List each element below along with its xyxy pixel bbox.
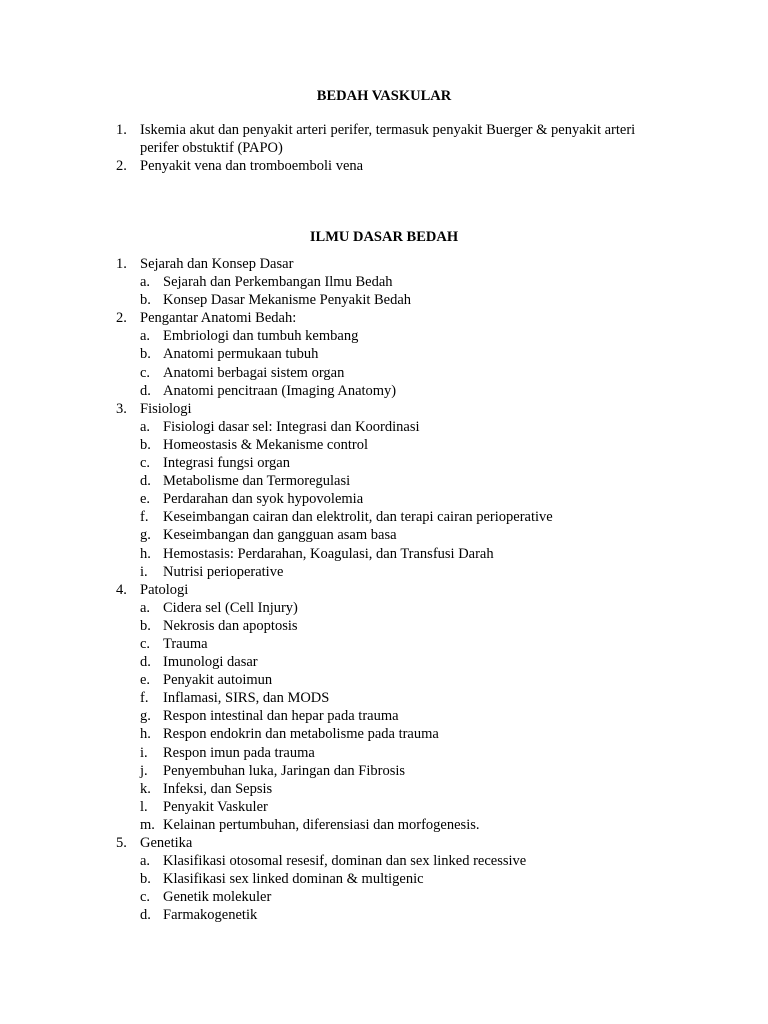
sub-item-letter: d.	[140, 382, 151, 399]
sub-item-text: Klasifikasi otosomal resesif, dominan dan sex linked recessive	[163, 853, 527, 870]
sub-item-letter: a.	[140, 328, 151, 345]
sub-list-item	[116, 744, 676, 762]
list-item	[116, 309, 676, 399]
sub-item-letter: g.	[140, 527, 151, 544]
sub-item-text: Anatomi permukaan tubuh	[163, 346, 319, 363]
sub-item-text: Klasifikasi sex linked dominan & multigenic	[163, 871, 424, 888]
list-item	[116, 255, 676, 309]
sub-item-letter: i.	[140, 744, 148, 761]
item-number: 5.	[116, 835, 127, 851]
sub-item-letter: b.	[140, 871, 151, 888]
sub-list-item	[116, 436, 676, 454]
sub-list-item	[116, 689, 676, 707]
sub-list-item	[116, 707, 676, 725]
sub-list-item	[116, 906, 676, 924]
list-item	[116, 400, 676, 581]
sub-item-text: Homeostasis & Mekanisme control	[163, 436, 368, 453]
sub-list-item	[116, 490, 676, 508]
sub-item-text: Respon imun pada trauma	[163, 744, 315, 761]
sub-item-letter: g.	[140, 708, 151, 725]
sub-list-item	[116, 382, 676, 400]
sub-list-item	[116, 291, 676, 309]
sub-item-letter: c.	[140, 889, 151, 906]
sub-item-letter: b.	[140, 617, 151, 634]
item-text: Pengantar Anatomi Bedah:	[140, 310, 297, 327]
item-number: 1.	[116, 122, 127, 138]
sub-list-item	[116, 327, 676, 345]
sub-list-item	[116, 762, 676, 780]
item-text: Fisiologi	[140, 400, 192, 417]
item-number: 1.	[116, 256, 127, 272]
sub-item-letter: l.	[140, 798, 148, 815]
sub-item-text: Hemostasis: Perdarahan, Koagulasi, dan Transfusi Darah	[163, 545, 494, 562]
sub-list-item	[116, 364, 676, 382]
item-number: 2.	[116, 310, 127, 327]
sub-list-item	[116, 780, 676, 798]
sub-list-item	[116, 345, 676, 363]
sub-item-letter: d.	[140, 654, 151, 671]
sub-item-letter: e.	[140, 672, 151, 689]
sub-item-text: Farmakogenetik	[163, 907, 258, 924]
section-title-ilmu-dasar-bedah: ILMU DASAR BEDAH	[309, 229, 459, 245]
sub-list-item	[116, 671, 676, 689]
sub-item-text: Perdarahan dan syok hypovolemia	[163, 491, 364, 508]
sub-list	[140, 852, 676, 924]
sub-item-text: Cidera sel (Cell Injury)	[163, 599, 298, 616]
sub-list-item	[116, 563, 676, 581]
list-item	[116, 121, 676, 157]
sub-item-text: Keseimbangan dan gangguan asam basa	[163, 527, 397, 544]
sub-item-text: Penyakit Vaskuler	[163, 798, 268, 815]
sub-list-item	[116, 816, 676, 834]
sub-list-item	[116, 454, 676, 472]
sub-list-item	[116, 635, 676, 653]
sub-item-text: Penyembuhan luka, Jaringan dan Fibrosis	[163, 762, 406, 779]
item-text: Genetika	[140, 835, 193, 851]
sub-item-letter: i.	[140, 563, 148, 580]
sub-item-letter: b.	[140, 292, 151, 309]
sub-item-text: Anatomi pencitraan (Imaging Anatomy)	[163, 382, 397, 399]
sub-item-text: Anatomi berbagai sistem organ	[163, 364, 345, 381]
sub-item-text: Trauma	[163, 635, 208, 652]
sub-list-item	[116, 545, 676, 563]
sub-item-letter: d.	[140, 473, 151, 490]
sub-item-text: Infeksi, dan Sepsis	[163, 780, 273, 797]
ilmu-dasar-bedah-list	[116, 255, 676, 924]
sub-item-text: Keseimbangan cairan dan elektrolit, dan terapi cairan perioperative	[163, 509, 553, 526]
sub-item-text: Metabolisme dan Termoregulasi	[163, 473, 351, 490]
sub-item-text: Inflamasi, SIRS, dan MODS	[163, 690, 330, 707]
sub-item-text: Integrasi fungsi organ	[163, 455, 290, 472]
sub-item-text: Nutrisi perioperative	[163, 563, 284, 580]
list-item	[116, 581, 676, 834]
sub-item-letter: c.	[140, 635, 151, 652]
sub-item-text: Penyakit autoimun	[163, 672, 273, 689]
sub-item-letter: a.	[140, 418, 151, 435]
item-text: Penyakit vena dan tromboemboli vena	[140, 158, 364, 175]
item-number: 2.	[116, 158, 127, 175]
sub-list-item	[116, 617, 676, 635]
sub-item-text: Embriologi dan tumbuh kembang	[163, 328, 359, 345]
item-text: Patologi	[140, 581, 189, 598]
sub-item-text: Kelainan pertumbuhan, diferensiasi dan morfogenesis.	[163, 816, 480, 833]
bedah-vaskular-list	[116, 121, 676, 175]
sub-item-letter: c.	[140, 364, 151, 381]
sub-item-letter: a.	[140, 853, 151, 870]
sub-item-text: Konsep Dasar Mekanisme Penyakit Bedah	[163, 292, 412, 309]
sub-item-letter: h.	[140, 726, 151, 743]
sub-item-text: Respon intestinal dan hepar pada trauma	[163, 708, 399, 725]
section-title-bedah-vaskular: BEDAH VASKULAR	[316, 88, 452, 104]
sub-item-letter: e.	[140, 491, 151, 508]
sub-list-item	[116, 472, 676, 490]
sub-list-item	[116, 599, 676, 617]
sub-list-item	[116, 725, 676, 743]
sub-list-item	[116, 888, 676, 906]
list-item	[116, 834, 676, 924]
sub-item-text: Respon endokrin dan metabolisme pada trauma	[163, 726, 439, 743]
sub-item-letter: a.	[140, 274, 151, 291]
sub-list-item	[116, 526, 676, 544]
sub-item-letter: d.	[140, 907, 151, 924]
sub-item-text: Nekrosis dan apoptosis	[163, 617, 298, 634]
sub-item-letter: b.	[140, 346, 151, 363]
sub-list-item	[116, 508, 676, 526]
item-text: Iskemia akut dan penyakit arteri perifer, termasuk penyakit Buerger & penyakit arteri	[140, 122, 636, 138]
sub-list-item	[116, 798, 676, 816]
sub-item-text: Imunologi dasar	[163, 654, 258, 671]
sub-item-letter: f.	[140, 509, 149, 526]
item-number: 3.	[116, 400, 127, 417]
sub-list-item	[116, 870, 676, 888]
sub-list-item	[116, 653, 676, 671]
list-item	[116, 157, 676, 175]
sub-list-item	[116, 418, 676, 436]
sub-item-letter: k.	[140, 780, 151, 797]
sub-item-letter: c.	[140, 455, 151, 472]
sub-item-text: Sejarah dan Perkembangan Ilmu Bedah	[163, 274, 393, 291]
sub-item-letter: a.	[140, 599, 151, 616]
sub-list	[140, 418, 676, 581]
sub-list-item	[116, 273, 676, 291]
sub-item-letter: m.	[140, 816, 155, 833]
item-number: 4.	[116, 581, 127, 598]
sub-list-item	[116, 852, 676, 870]
sub-item-text: Genetik molekuler	[163, 889, 272, 906]
item-text: Sejarah dan Konsep Dasar	[140, 256, 294, 272]
sub-list	[140, 599, 676, 834]
sub-item-letter: j.	[140, 762, 148, 779]
sub-list	[140, 327, 676, 399]
sub-item-letter: h.	[140, 545, 151, 562]
sub-item-letter: f.	[140, 690, 149, 707]
sub-item-text: Fisiologi dasar sel: Integrasi dan Koordinasi	[163, 418, 420, 435]
sub-item-letter: b.	[140, 436, 151, 453]
sub-list	[140, 273, 676, 309]
item-text-continued: perifer obstuktif (PAPO)	[140, 140, 283, 157]
